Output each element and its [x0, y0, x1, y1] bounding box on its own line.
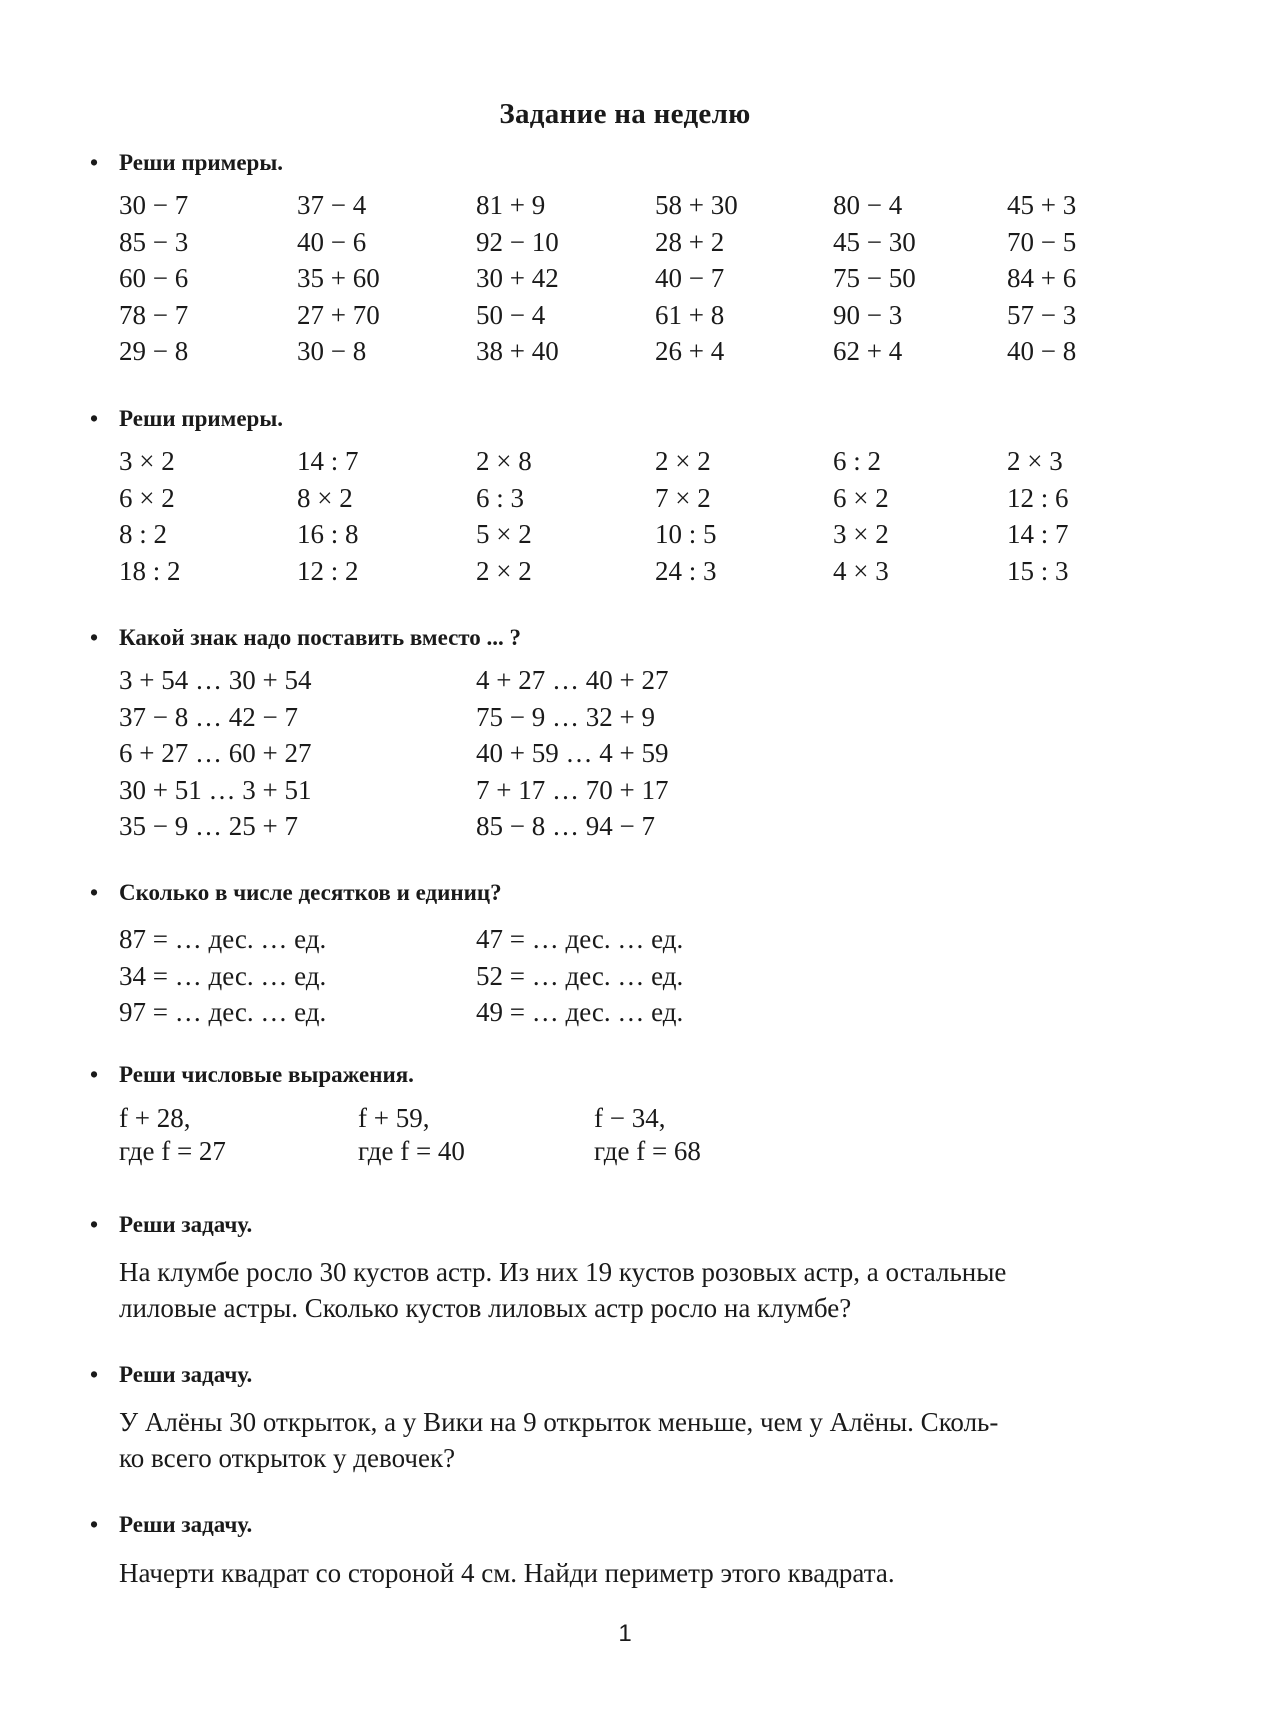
example-cell: 90 − 3 [833, 299, 903, 330]
example-cell: 6 × 2 [833, 482, 889, 513]
example-cell: 26 + 4 [655, 336, 725, 366]
place-value-cell: 97 = … дес. … ед. [119, 997, 327, 1027]
bullet-icon: • [90, 880, 99, 905]
example-cell: 45 + 3 [1007, 190, 1077, 220]
expression-cell: где f = 40 [358, 1136, 465, 1166]
example-cell: 14 : 7 [297, 446, 359, 476]
example-cell: 18 : 2 [119, 555, 181, 586]
example-cell: 75 − 50 [833, 263, 916, 293]
comparison-cell: 40 + 59 … 4 + 59 [476, 738, 669, 768]
example-cell: 3 × 2 [119, 446, 175, 476]
example-cell: 30 − 8 [297, 336, 367, 366]
example-cell: 29 − 8 [119, 336, 189, 366]
problem-line: лиловые астры. Сколько кустов лиловых астр росло на клумбе? [119, 1293, 852, 1323]
section-2-heading [90, 406, 283, 432]
example-cell: 40 − 6 [297, 226, 367, 257]
example-cell: 50 − 4 [476, 299, 546, 330]
comparison-cell: 35 − 9 … 25 + 7 [119, 811, 298, 841]
page-title: Задание на неделю [499, 98, 751, 130]
example-cell: 12 : 2 [297, 555, 359, 586]
bullet-icon: • [90, 625, 99, 650]
example-cell: 60 − 6 [119, 263, 189, 293]
bullet-icon: • [90, 406, 99, 431]
section-8-heading [90, 1512, 252, 1538]
bullet-icon: • [90, 1212, 99, 1237]
problem-line: На клумбе росло 30 кустов астр. Из них 19 кустов розовых астр, а остальные [119, 1257, 1007, 1287]
example-cell: 2 × 8 [476, 446, 532, 476]
example-cell: 16 : 8 [297, 519, 359, 549]
example-cell: 92 − 10 [476, 226, 559, 257]
section-2-heading-text: Реши примеры. [119, 406, 284, 431]
section-6-problem-text [119, 1254, 1179, 1326]
section-3-heading-text: Какой знак надо поставить вместо ... ? [119, 625, 522, 650]
section-7-heading [90, 1362, 252, 1388]
comparison-cell: 37 − 8 … 42 − 7 [119, 701, 298, 732]
section-7-problem-text [119, 1404, 1179, 1476]
example-cell: 78 − 7 [119, 299, 189, 330]
expression-cell: f + 28, [119, 1103, 191, 1133]
example-cell: 5 × 2 [476, 519, 532, 549]
comparison-cell: 75 − 9 … 32 + 9 [476, 701, 655, 732]
section-8-problem-text [119, 1555, 1179, 1591]
place-value-cell: 47 = … дес. … ед. [476, 924, 684, 954]
section-6-heading [90, 1212, 252, 1238]
example-cell: 62 + 4 [833, 336, 903, 366]
example-cell: 8 × 2 [297, 482, 353, 513]
example-cell: 81 + 9 [476, 190, 546, 220]
example-cell: 57 − 3 [1007, 299, 1077, 330]
section-3-heading [90, 625, 521, 651]
example-cell: 10 : 5 [655, 519, 717, 549]
section-5-heading [90, 1062, 414, 1088]
example-cell: 30 − 7 [119, 190, 189, 220]
comparison-cell: 30 + 51 … 3 + 51 [119, 774, 312, 805]
page-number: 1 [618, 1620, 632, 1647]
example-cell: 7 × 2 [655, 482, 711, 513]
example-cell: 2 × 2 [655, 446, 711, 476]
bullet-icon: • [90, 150, 99, 175]
example-cell: 40 − 7 [655, 263, 725, 293]
place-value-cell: 49 = … дес. … ед. [476, 997, 684, 1027]
example-cell: 58 + 30 [655, 190, 738, 220]
example-cell: 14 : 7 [1007, 519, 1069, 549]
example-cell: 4 × 3 [833, 555, 889, 586]
expression-cell: f + 59, [358, 1103, 430, 1133]
section-1-heading [90, 150, 283, 176]
section-7-heading-text: Реши задачу. [119, 1362, 253, 1387]
section-6-heading-text: Реши задачу. [119, 1212, 253, 1237]
example-cell: 85 − 3 [119, 226, 189, 257]
example-cell: 38 + 40 [476, 336, 559, 366]
example-cell: 24 : 3 [655, 555, 717, 586]
example-cell: 15 : 3 [1007, 555, 1069, 586]
comparison-cell: 3 + 54 … 30 + 54 [119, 665, 312, 695]
comparison-cell: 7 + 17 … 70 + 17 [476, 774, 669, 805]
example-cell: 2 × 2 [476, 555, 532, 586]
place-value-cell: 87 = … дес. … ед. [119, 924, 327, 954]
problem-line: Начерти квадрат со стороной 4 см. Найди периметр этого квадрата. [119, 1558, 895, 1588]
example-cell: 61 + 8 [655, 299, 725, 330]
example-cell: 12 : 6 [1007, 482, 1069, 513]
example-cell: 84 + 6 [1007, 263, 1077, 293]
section-8-heading-text: Реши задачу. [119, 1512, 253, 1537]
example-cell: 6 : 3 [476, 482, 525, 513]
example-cell: 80 − 4 [833, 190, 903, 220]
comparison-cell: 4 + 27 … 40 + 27 [476, 665, 669, 695]
expression-cell: где f = 27 [119, 1136, 226, 1166]
example-cell: 3 × 2 [833, 519, 889, 549]
example-cell: 27 + 70 [297, 299, 380, 330]
expression-cell: где f = 68 [594, 1136, 701, 1166]
section-5-heading-text: Реши числовые выражения. [119, 1062, 414, 1087]
example-cell: 30 + 42 [476, 263, 559, 293]
problem-line: У Алёны 30 открыток, а у Вики на 9 открыток меньше, чем у Алёны. Сколь- [119, 1407, 999, 1437]
place-value-cell: 34 = … дес. … ед. [119, 960, 327, 991]
section-1-heading-text: Реши примеры. [119, 150, 284, 175]
example-cell: 6 × 2 [119, 482, 175, 513]
comparison-cell: 85 − 8 … 94 − 7 [476, 811, 655, 841]
place-value-cell: 52 = … дес. … ед. [476, 960, 684, 991]
example-cell: 70 − 5 [1007, 226, 1077, 257]
bullet-icon: • [90, 1362, 99, 1387]
example-cell: 8 : 2 [119, 519, 168, 549]
expression-cell: f − 34, [594, 1103, 666, 1133]
example-cell: 28 + 2 [655, 226, 725, 257]
section-4-heading-text: Сколько в числе десятков и единиц? [119, 880, 502, 905]
example-cell: 40 − 8 [1007, 336, 1077, 366]
example-cell: 45 − 30 [833, 226, 916, 257]
comparison-cell: 6 + 27 … 60 + 27 [119, 738, 312, 768]
example-cell: 2 × 3 [1007, 446, 1063, 476]
bullet-icon: • [90, 1062, 99, 1087]
section-4-heading [90, 880, 502, 906]
example-cell: 35 + 60 [297, 263, 380, 293]
example-cell: 6 : 2 [833, 446, 882, 476]
example-cell: 37 − 4 [297, 190, 367, 220]
bullet-icon: • [90, 1512, 99, 1537]
problem-line: ко всего открыток у девочек? [119, 1443, 456, 1473]
